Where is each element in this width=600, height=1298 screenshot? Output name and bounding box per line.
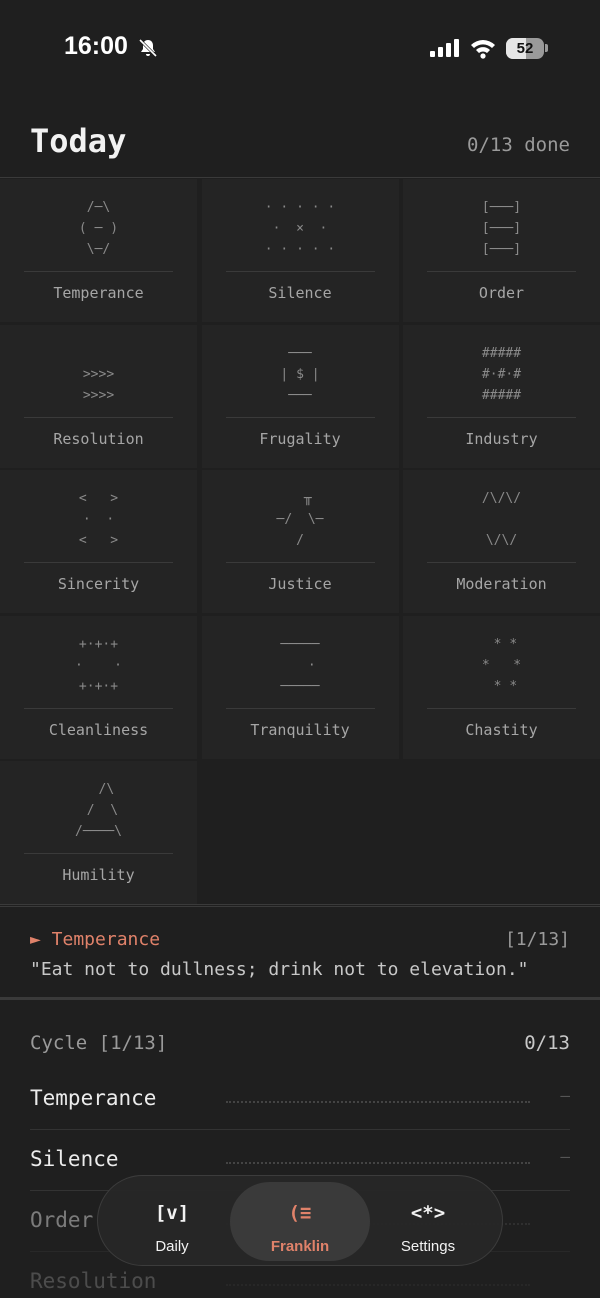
virtue-ascii-icon: [───] [───] [───] <box>481 200 522 257</box>
virtue-cell[interactable] <box>403 179 600 322</box>
tab-franklin[interactable] <box>230 1182 370 1261</box>
cycle-row-name: Resolution <box>30 1269 157 1293</box>
wifi-icon <box>470 37 496 59</box>
cycle-row[interactable] <box>30 1070 570 1130</box>
virtue-name: Resolution <box>53 429 144 448</box>
virtue-divider <box>226 708 375 709</box>
virtue-ascii-icon: · · · · · · × · · · · · · <box>264 200 336 257</box>
status-time: 16:00 <box>64 32 128 60</box>
virtue-ascii-icon: ─── | $ | ─── <box>280 345 320 403</box>
battery-indicator <box>506 38 544 59</box>
virtue-divider <box>427 562 576 563</box>
daily-checkbox-icon: [v] <box>154 1202 190 1224</box>
virtue-cell[interactable] <box>403 470 600 613</box>
grid-bottom-divider <box>0 904 600 905</box>
virtue-cell[interactable] <box>0 616 197 759</box>
virtue-name: Cleanliness <box>48 720 149 739</box>
cycle-row-status: — <box>560 1147 570 1166</box>
virtue-ascii-icon: /\/\/ \/\/ <box>481 491 522 548</box>
virtue-ascii-icon: /─\ ( ─ ) \─/ <box>78 200 119 257</box>
cycle-count: 0/13 <box>524 1032 570 1054</box>
cycle-row-status: — <box>560 1086 570 1105</box>
tab-daily[interactable] <box>102 1182 242 1261</box>
virtue-cell[interactable] <box>202 470 399 613</box>
tab-settings-label: Settings <box>400 1238 456 1255</box>
virtue-name: Silence <box>268 284 332 302</box>
virtue-cell[interactable] <box>0 761 197 904</box>
virtue-divider <box>226 417 375 418</box>
virtue-divider <box>24 853 173 854</box>
cycle-row-dots <box>226 1101 530 1103</box>
tab-franklin-label: Franklin <box>270 1238 330 1255</box>
virtue-cell[interactable] <box>0 179 197 322</box>
virtue-cell[interactable] <box>202 616 399 759</box>
current-virtue-name: ► Temperance <box>30 929 161 950</box>
virtue-name: Frugality <box>259 429 341 448</box>
tab-daily-label: Daily <box>155 1238 189 1255</box>
virtue-divider <box>427 417 576 418</box>
virtue-cell[interactable] <box>0 470 197 613</box>
virtue-divider <box>226 562 375 563</box>
virtue-ascii-icon: ##### #·#·# ##### <box>481 345 522 403</box>
virtue-name: Humility <box>62 866 135 884</box>
tab-settings[interactable] <box>358 1182 498 1261</box>
current-virtue-index: [1/13] <box>504 929 570 950</box>
virtue-divider <box>226 271 375 272</box>
virtue-cell[interactable] <box>202 325 399 468</box>
virtue-ascii-icon: ╥ ─/ \─ / <box>276 491 324 548</box>
cycle-row-name: Silence <box>30 1147 119 1171</box>
virtue-cell[interactable] <box>403 325 600 468</box>
virtue-ascii-icon: >>>> >>>> <box>82 366 115 403</box>
signal-icon <box>430 39 460 59</box>
cycle-row-name: Order <box>30 1208 94 1232</box>
page-title: Today <box>30 122 127 160</box>
virtue-name: Justice <box>268 575 332 593</box>
virtue-name: Tranquility <box>250 720 350 739</box>
current-virtue-panel <box>0 906 600 1000</box>
virtue-divider <box>24 417 173 418</box>
virtue-divider <box>427 708 576 709</box>
virtue-name: Moderation <box>456 575 547 593</box>
settings-gear-icon: <*> <box>410 1202 446 1224</box>
virtue-cell[interactable] <box>403 616 600 759</box>
page-header <box>0 110 600 178</box>
virtue-name: Temperance <box>53 284 144 302</box>
virtue-divider <box>24 708 173 709</box>
status-bar <box>0 0 600 96</box>
bell-muted-icon <box>138 38 158 58</box>
virtue-name: Sincerity <box>57 575 140 593</box>
battery-tip <box>545 44 548 52</box>
virtue-cell[interactable] <box>202 179 399 322</box>
virtue-cell[interactable] <box>0 325 197 468</box>
virtue-divider <box>24 562 173 563</box>
virtue-name: Industry <box>465 429 538 448</box>
virtue-ascii-icon: ───── · ───── <box>280 636 320 694</box>
virtue-ascii-icon: /\ / \ /────\ <box>75 782 122 839</box>
franklin-list-icon: (≡ <box>288 1202 312 1224</box>
cycle-title: Cycle [1/13] <box>30 1032 168 1054</box>
virtue-divider <box>427 271 576 272</box>
virtue-ascii-icon: +·+·+ · · +·+·+ <box>75 636 122 694</box>
cycle-row-name: Temperance <box>30 1086 157 1110</box>
battery-percent: 52 <box>516 40 534 57</box>
done-counter: 0/13 done <box>467 134 570 156</box>
virtue-name: Chastity <box>465 720 538 739</box>
cycle-row-dots <box>226 1162 530 1164</box>
current-virtue-quote: "Eat not to dullness; drink not to elevation." <box>30 959 529 980</box>
virtue-name: Order <box>478 284 525 302</box>
virtue-ascii-icon: < > · · < > <box>78 491 119 548</box>
tab-bar <box>97 1175 503 1266</box>
virtue-ascii-icon: * * * * * * <box>481 636 522 694</box>
cycle-row-dots <box>226 1284 530 1286</box>
virtue-divider <box>24 271 173 272</box>
